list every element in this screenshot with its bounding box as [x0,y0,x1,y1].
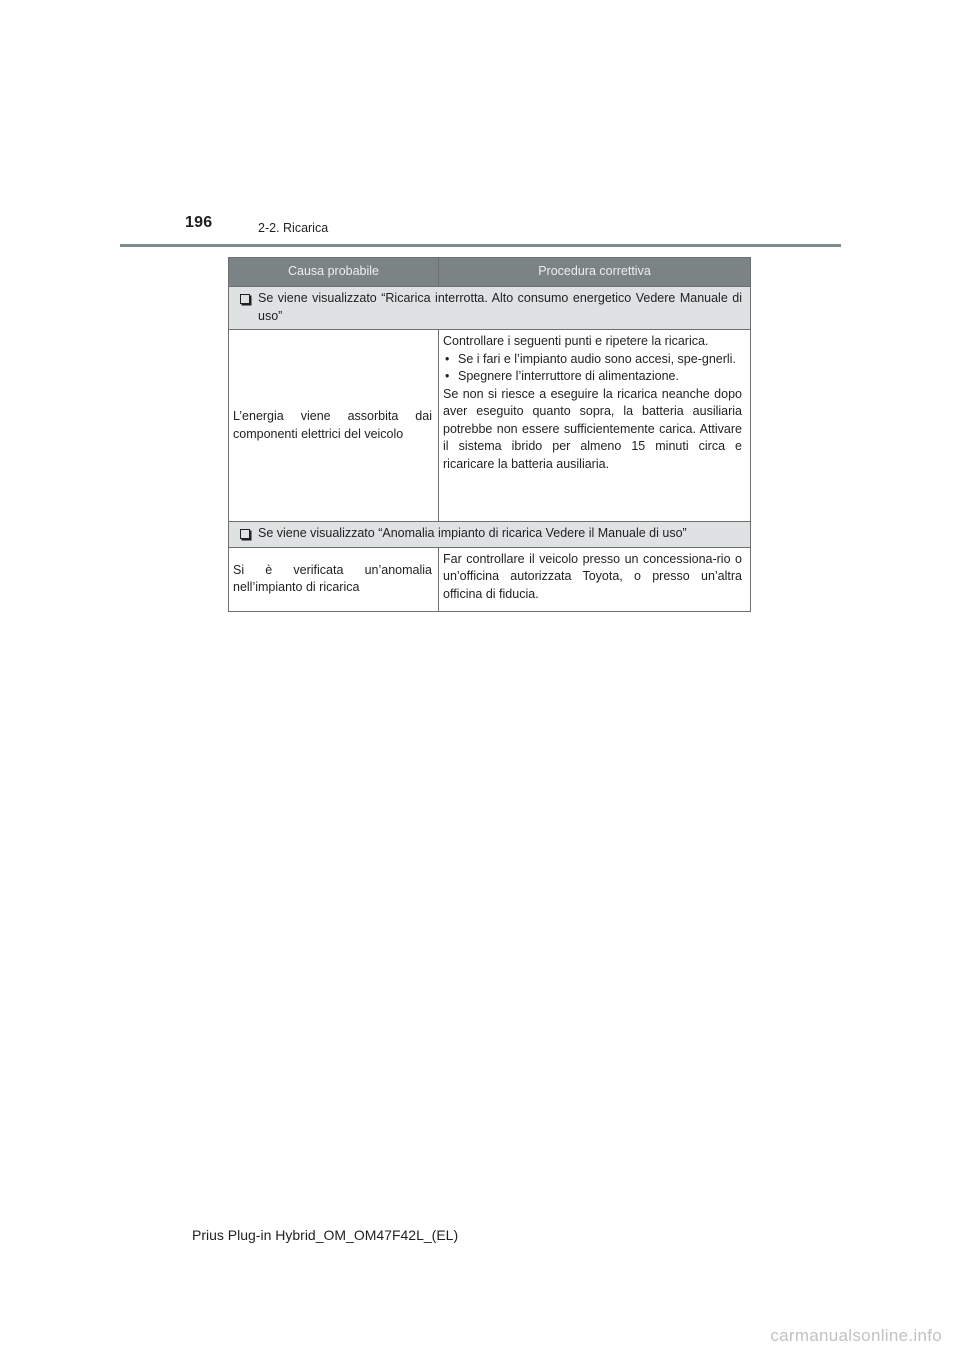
list-item [443,351,742,369]
case-title: Se viene visualizzato “Anomalia impianto di ricarica Vedere il Manuale di uso” [258,526,687,540]
column-header-cause: Causa probabile [229,258,439,287]
fix-intro: Controllare i seguenti punti e ripetere la ricarica. [443,334,709,348]
case-heading-row [229,522,751,548]
bullet-icon: • [445,351,450,366]
table-header-row [229,258,751,287]
bullet-text: Se i fari e l’impianto audio sono accesi, spe-gnerli. [458,351,736,366]
case-heading [229,287,751,330]
bullet-text: Spegnere l’interruttore di alimentazione. [458,369,679,383]
checkbox-icon [240,529,250,539]
troubleshooting-table [228,257,751,612]
case-heading-row [229,287,751,330]
document-id: Prius Plug-in Hybrid_OM_OM47F42L_(EL) [192,1227,459,1243]
case-heading [229,522,751,548]
cause-cell: Si è verificata un’anomalia nell’impianto di ricarica [229,547,439,611]
section-title: 2-2. Ricarica [258,221,329,235]
case-title: Se viene visualizzato “Ricarica interrotta. Alto consumo energetico Vedere Manuale di uso” [258,291,742,323]
list-item [443,368,742,386]
fix-cell: Far controllare il veicolo presso un concessiona-rio o un’officina autorizzata Toyota, o presso un’altra officina di fiducia. [439,547,751,611]
table-row [229,547,751,611]
column-header-fix: Procedura correttiva [439,258,751,287]
fix-cell [439,330,751,522]
watermark: carmanualsonline.info [770,1326,942,1345]
fix-note: Se non si riesce a eseguire la ricarica neanche dopo aver eseguito quanto sopra, la batteria ausiliaria potrebbe non essere sufficientemente carica. Attivare il sistema ibrido per almeno 15 minuti circa e ricaricare la batteria ausiliaria. [443,386,742,471]
page-number: 196 [185,214,213,231]
cause-cell: L’energia viene assorbita dai componenti elettrici del veicolo [229,330,439,522]
bullet-icon: • [445,369,450,383]
checkbox-icon [240,294,250,304]
header-divider [120,244,841,247]
table-row [229,330,751,522]
